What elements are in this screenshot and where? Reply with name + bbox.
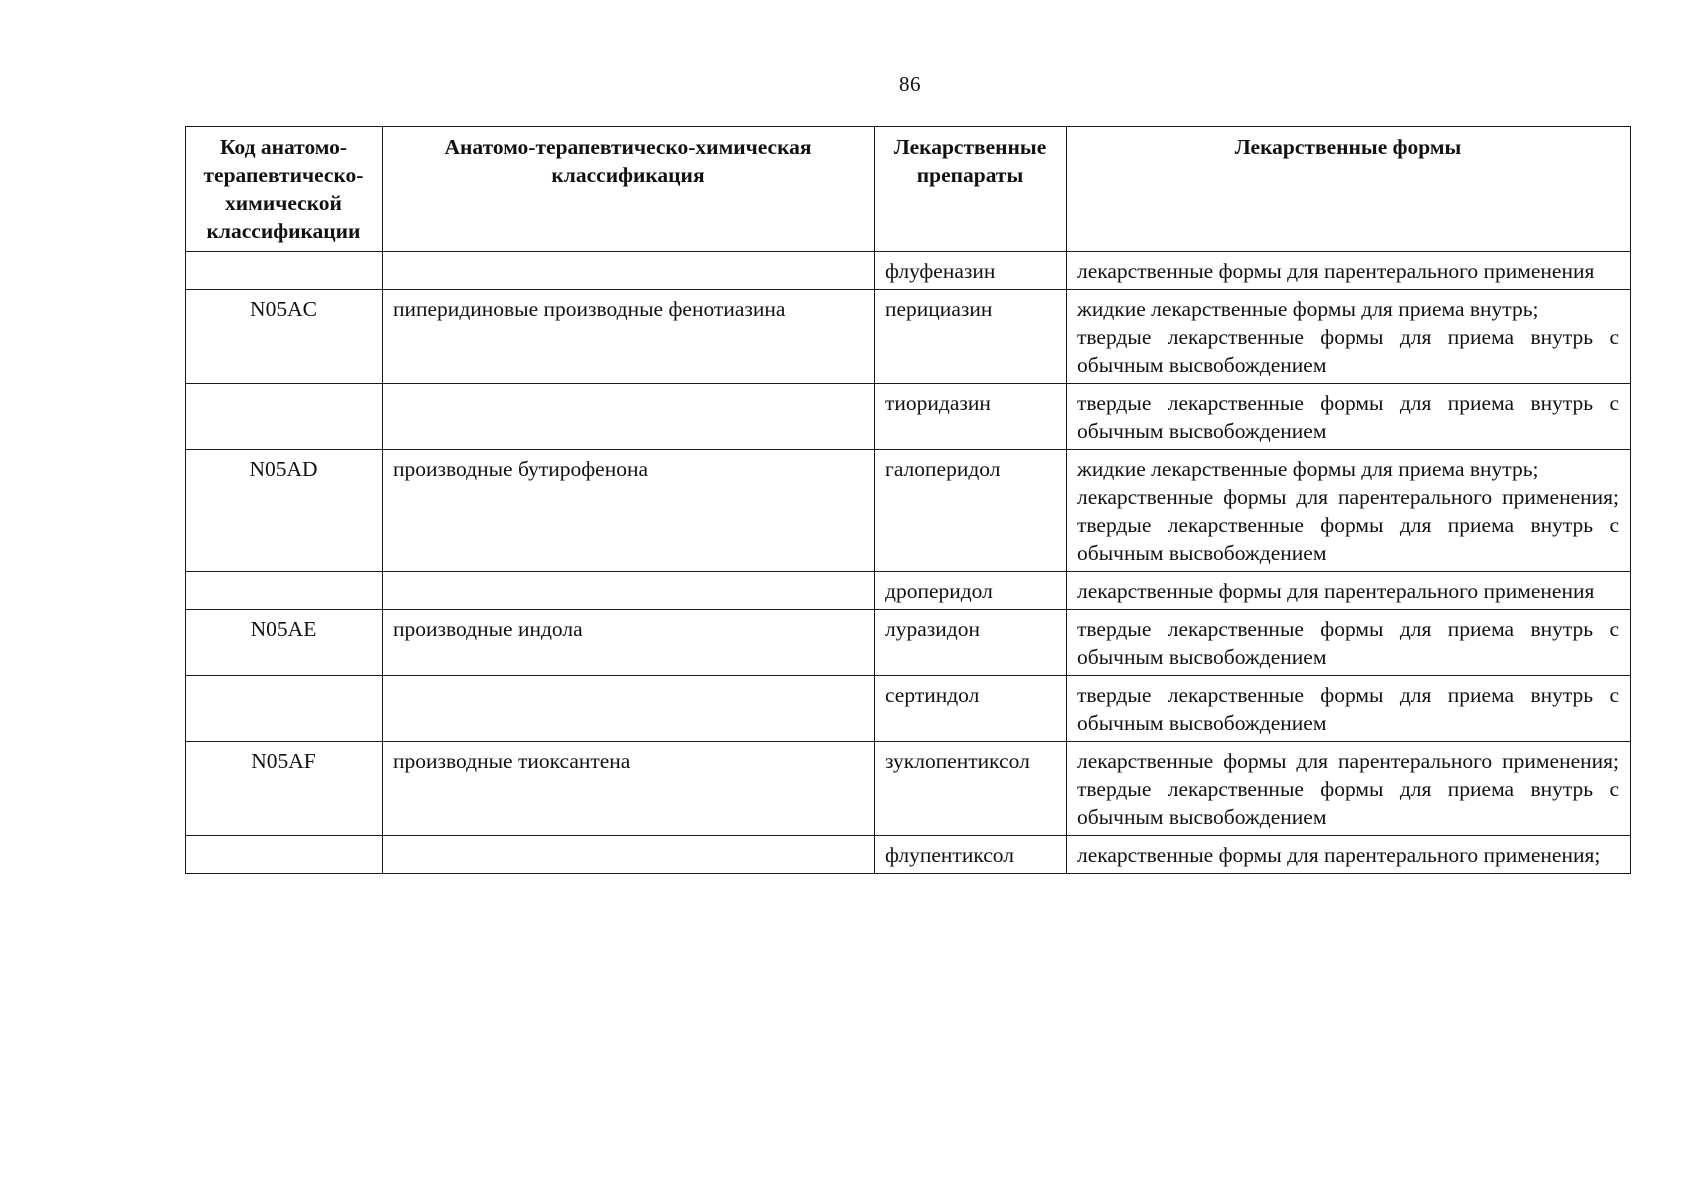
cell-dosage-forms xyxy=(1067,676,1631,742)
dosage-form-line: твердые лекарственные формы для приема внутрь с обычным высвобождением xyxy=(1077,617,1619,669)
cell-dosage-forms xyxy=(1067,742,1631,836)
table-row xyxy=(186,836,1631,874)
dosage-form-line: лекарственные формы для парентерального применения; твердые лекарственные формы для приема внутрь с обычным высвобождением xyxy=(1077,485,1619,565)
table-row xyxy=(186,610,1631,676)
atc-drug-table xyxy=(185,126,1631,874)
header-row xyxy=(186,127,1631,252)
cell-atc-classification xyxy=(383,836,875,874)
cell-atc-code: N05AF xyxy=(186,742,383,836)
header-dosage-forms: Лекарственные формы xyxy=(1067,127,1631,252)
cell-drug-name: флуфеназин xyxy=(875,252,1067,290)
header-atc-classification: Анатомо-терапевтическо-химическая классификация xyxy=(383,127,875,252)
cell-atc-classification xyxy=(383,252,875,290)
cell-atc-classification: пиперидиновые производные фенотиазина xyxy=(383,290,875,384)
cell-atc-code: N05AE xyxy=(186,610,383,676)
dosage-form-line: твердые лекарственные формы для приема внутрь с обычным высвобождением xyxy=(1077,683,1619,735)
cell-dosage-forms xyxy=(1067,290,1631,384)
cell-atc-code xyxy=(186,252,383,290)
cell-atc-classification xyxy=(383,676,875,742)
cell-drug-name: перициазин xyxy=(875,290,1067,384)
cell-dosage-forms xyxy=(1067,450,1631,572)
table-row xyxy=(186,572,1631,610)
dosage-form-line: лекарственные формы для парентерального применения xyxy=(1077,579,1595,603)
cell-atc-code: N05AC xyxy=(186,290,383,384)
cell-atc-classification xyxy=(383,384,875,450)
cell-atc-code: N05AD xyxy=(186,450,383,572)
table-body xyxy=(186,252,1631,874)
cell-dosage-forms xyxy=(1067,572,1631,610)
header-atc-code: Код анатомо-терапевтическо-химической классификации xyxy=(186,127,383,252)
cell-atc-classification: производные тиоксантена xyxy=(383,742,875,836)
cell-atc-code xyxy=(186,384,383,450)
table-row xyxy=(186,676,1631,742)
cell-drug-name: луразидон xyxy=(875,610,1067,676)
dosage-form-line: жидкие лекарственные формы для приема внутрь; xyxy=(1077,457,1539,481)
dosage-form-line: твердые лекарственные формы для приема внутрь с обычным высвобождением xyxy=(1077,391,1619,443)
dosage-form-line: лекарственные формы для парентерального применения; твердые лекарственные формы для приема внутрь с обычным высвобождением xyxy=(1077,749,1619,829)
cell-drug-name: сертиндол xyxy=(875,676,1067,742)
dosage-form-line: твердые лекарственные формы для приема внутрь с обычным высвобождением xyxy=(1077,325,1619,377)
page-number: 86 xyxy=(899,72,921,96)
cell-atc-classification: производные бутирофенона xyxy=(383,450,875,572)
cell-atc-code xyxy=(186,572,383,610)
cell-dosage-forms xyxy=(1067,836,1631,874)
dosage-form-line: лекарственные формы для парентерального применения xyxy=(1077,259,1595,283)
cell-drug-name: дроперидол xyxy=(875,572,1067,610)
cell-atc-classification xyxy=(383,572,875,610)
table-row xyxy=(186,450,1631,572)
cell-dosage-forms xyxy=(1067,610,1631,676)
table-row xyxy=(186,290,1631,384)
table-row xyxy=(186,742,1631,836)
table-row xyxy=(186,384,1631,450)
dosage-form-line: лекарственные формы для парентерального применения; xyxy=(1077,843,1601,867)
cell-drug-name: галоперидол xyxy=(875,450,1067,572)
table-row xyxy=(186,252,1631,290)
cell-drug-name: зуклопентиксол xyxy=(875,742,1067,836)
cell-atc-classification: производные индола xyxy=(383,610,875,676)
cell-drug-name: тиоридазин xyxy=(875,384,1067,450)
cell-atc-code xyxy=(186,676,383,742)
table-header xyxy=(186,127,1631,252)
cell-dosage-forms xyxy=(1067,252,1631,290)
header-drugs: Лекарственные препараты xyxy=(875,127,1067,252)
dosage-form-line: жидкие лекарственные формы для приема внутрь; xyxy=(1077,297,1539,321)
cell-drug-name: флупентиксол xyxy=(875,836,1067,874)
cell-atc-code xyxy=(186,836,383,874)
cell-dosage-forms xyxy=(1067,384,1631,450)
